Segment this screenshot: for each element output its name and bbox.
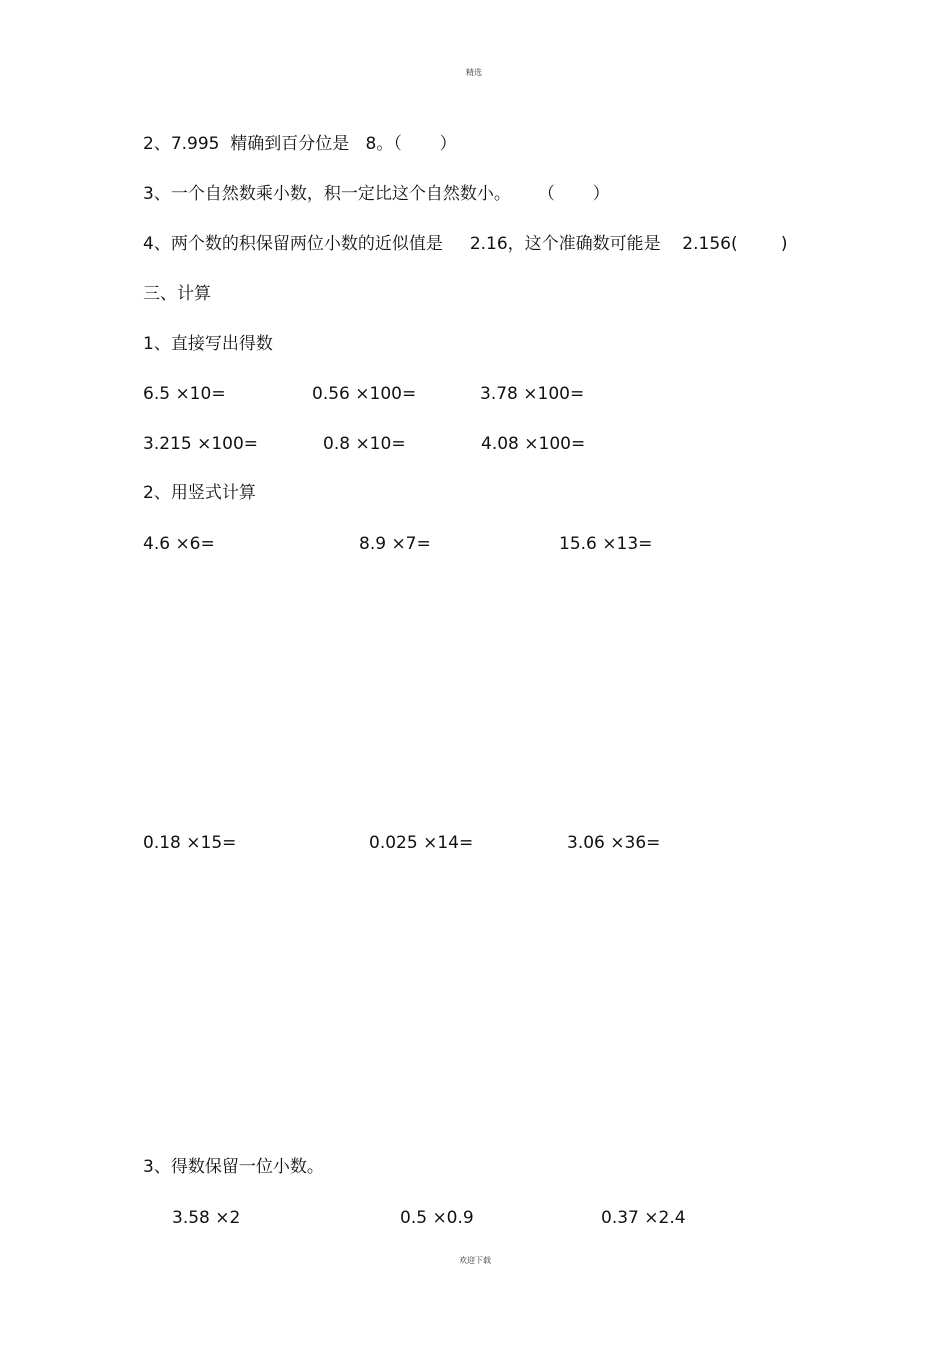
- part2-r2-c3: 3.06 ×36=: [567, 833, 661, 853]
- part2-r2-c1: 0.18 ×15=: [143, 833, 237, 853]
- question-3: 3、一个自然数乘小数，积一定比这个自然数小。 （ ）: [143, 184, 610, 204]
- page-footer: 欢迎下载: [459, 1256, 491, 1265]
- part3-r1-c3: 0.37 ×2.4: [601, 1208, 686, 1228]
- part3-r1-c2: 0.5 ×0.9: [400, 1208, 474, 1228]
- part2-title: 2、用竖式计算: [143, 483, 256, 503]
- part1-r2-c1: 3.215 ×100=: [143, 434, 259, 454]
- part1-r1-c1: 6.5 ×10=: [143, 384, 226, 404]
- part2-r1-c1: 4.6 ×6=: [143, 534, 215, 554]
- section-title-calc: 三、计算: [143, 284, 211, 304]
- question-4: 4、两个数的积保留两位小数的近似值是 2.16，这个准确数可能是 2.156( ): [143, 234, 788, 254]
- part2-r1-c3: 15.6 ×13=: [559, 534, 653, 554]
- page-header: 精选: [466, 68, 482, 77]
- question-2: 2、7.995 精确到百分位是 8。（ ）: [143, 134, 457, 154]
- part1-title: 1、直接写出得数: [143, 334, 273, 354]
- part2-r2-c2: 0.025 ×14=: [369, 833, 474, 853]
- part2-r1-c2: 8.9 ×7=: [359, 534, 431, 554]
- part1-r2-c2: 0.8 ×10=: [323, 434, 406, 454]
- part1-r2-c3: 4.08 ×100=: [481, 434, 586, 454]
- part3-title: 3、得数保留一位小数。: [143, 1157, 324, 1177]
- part1-r1-c2: 0.56 ×100=: [312, 384, 417, 404]
- part1-r1-c3: 3.78 ×100=: [480, 384, 585, 404]
- part3-r1-c1: 3.58 ×2: [172, 1208, 241, 1228]
